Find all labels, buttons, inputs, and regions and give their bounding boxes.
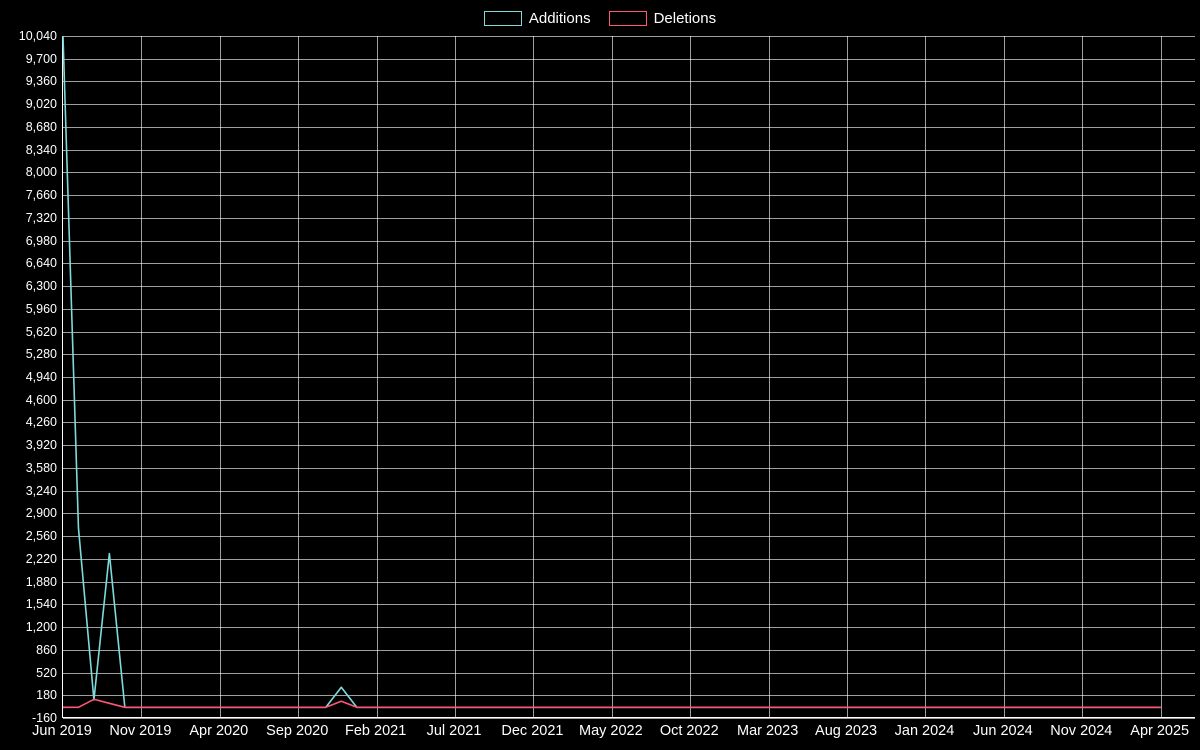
- y-tick-label: 6,640: [25, 256, 57, 271]
- x-tick-label: Apr 2020: [189, 723, 249, 739]
- y-tick-label: 8,340: [25, 142, 57, 157]
- legend-item-additions[interactable]: [484, 11, 591, 26]
- y-tick-label: 5,960: [25, 301, 57, 316]
- y-tick-label: 5,280: [25, 347, 57, 362]
- y-tick-label: 6,980: [25, 233, 57, 248]
- y-tick-label: 9,020: [25, 97, 57, 112]
- y-tick-label: 4,600: [25, 392, 57, 407]
- y-tick-label: 1,880: [25, 574, 57, 589]
- legend-swatch-additions: [484, 11, 522, 26]
- x-tick-label: Nov 2019: [109, 723, 172, 739]
- x-tick-label: Jan 2024: [894, 723, 955, 739]
- legend-item-deletions[interactable]: [609, 11, 717, 26]
- y-tick-label: 180: [36, 688, 57, 703]
- y-tick-label: 3,240: [25, 483, 57, 498]
- y-tick-label: 9,360: [25, 74, 57, 89]
- x-tick-label: Mar 2023: [737, 723, 799, 739]
- y-tick-label: 9,700: [25, 51, 57, 66]
- y-tick-label: 7,660: [25, 188, 57, 203]
- legend-label-deletions: Deletions: [653, 9, 717, 27]
- y-tick-label: 1,200: [25, 620, 57, 635]
- y-tick-label: 2,900: [25, 506, 57, 521]
- x-tick-label: Jun 2024: [973, 723, 1033, 739]
- x-tick-label: Feb 2021: [344, 723, 407, 739]
- y-tick-label: 10,040: [18, 29, 57, 43]
- y-tick-label: 3,920: [25, 438, 57, 453]
- y-tick-label: 3,580: [25, 460, 57, 475]
- y-tick-label: 5,620: [25, 324, 57, 339]
- y-tick-label: 860: [36, 642, 57, 657]
- x-tick-label: Apr 2025: [1130, 723, 1190, 739]
- chart-legend: [0, 6, 1200, 30]
- y-tick-label: 6,300: [25, 279, 57, 294]
- x-tick-label: Jun 2019: [32, 723, 92, 739]
- y-tick-label: 520: [36, 665, 57, 680]
- y-tick-label: 8,000: [25, 165, 57, 180]
- x-axis-tick-labels: [0, 722, 1200, 746]
- x-axis-line: [62, 717, 1195, 718]
- y-tick-label: 4,260: [25, 415, 57, 430]
- y-tick-label: 2,220: [25, 551, 57, 566]
- y-tick-label: 2,560: [25, 529, 57, 544]
- y-tick-label: 8,680: [25, 119, 57, 134]
- series-lines: [63, 36, 1196, 718]
- x-tick-label: Jul 2021: [426, 723, 482, 739]
- y-tick-label: 4,940: [25, 370, 57, 384]
- legend-swatch-deletions: [609, 11, 647, 26]
- gridline-horizontal: [63, 718, 1195, 719]
- x-tick-label: Aug 2023: [815, 723, 878, 739]
- y-tick-label: -160: [31, 711, 57, 725]
- x-tick-label: Sep 2020: [266, 723, 329, 739]
- series-line-additions: [63, 36, 1161, 707]
- y-tick-label: 1,540: [25, 597, 57, 612]
- y-tick-label: 7,320: [25, 210, 57, 225]
- plot-area: [62, 36, 1195, 718]
- x-tick-label: May 2022: [579, 723, 643, 739]
- x-tick-label: Nov 2024: [1050, 723, 1113, 739]
- x-tick-label: Dec 2021: [501, 723, 564, 739]
- series-line-deletions: [63, 699, 1161, 707]
- legend-label-additions: Additions: [528, 9, 591, 27]
- x-tick-label: Oct 2022: [659, 723, 719, 739]
